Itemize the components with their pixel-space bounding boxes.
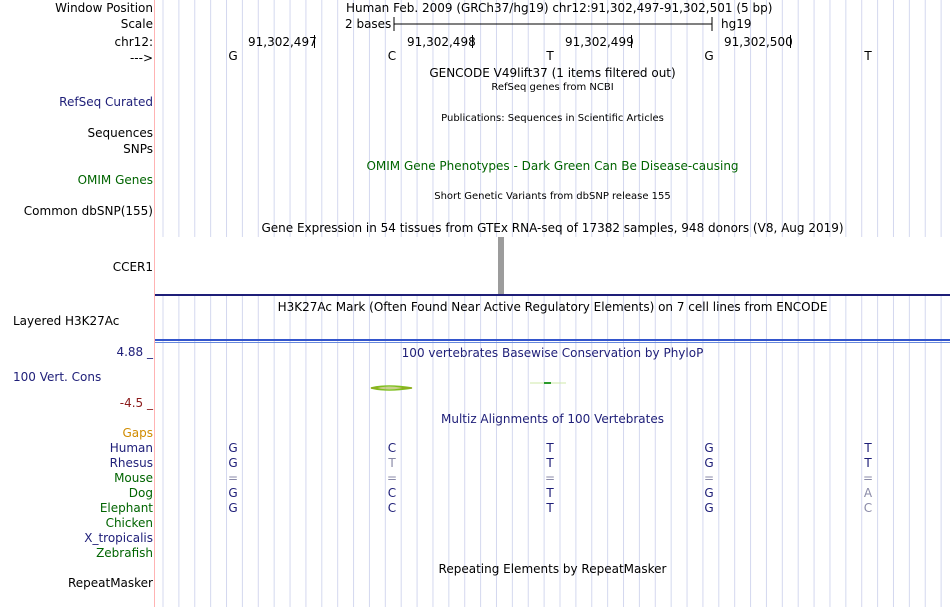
position-tick-1: 91,302,497 [248, 35, 317, 49]
gencode-track-title[interactable]: GENCODE V49lift37 (1 items filtered out) [429, 66, 676, 80]
alignment-base: A [863, 486, 873, 500]
alignment-base: G [228, 441, 238, 455]
window-position-value[interactable]: Human Feb. 2009 (GRCh37/hg19) chr12:91,302,497-91,302,501 (5 bp) [346, 1, 773, 15]
species-label[interactable]: Elephant [99, 501, 153, 515]
omim-track-label[interactable]: OMIM Genes [77, 173, 153, 187]
sequences-track-title[interactable]: Publications: Sequences in Scientific Articles [441, 113, 664, 124]
position-tick-marks [155, 34, 950, 50]
phylop-min-label: -4.5 _ [119, 396, 153, 410]
species-label[interactable]: Mouse [114, 471, 153, 485]
scale-label: Scale [120, 17, 153, 31]
ref-base: G [228, 49, 238, 63]
species-label[interactable]: Zebrafish [96, 546, 153, 560]
alignment-base: T [546, 441, 554, 455]
ref-base: T [546, 49, 554, 63]
scale-left-text: 2 bases [345, 17, 392, 31]
gtex-expression-bar[interactable] [498, 237, 504, 294]
repeatmasker-track-title[interactable]: Repeating Elements by RepeatMasker [438, 562, 667, 576]
gtex-track-area[interactable] [155, 237, 950, 294]
chrom-label: chr12: [114, 35, 153, 49]
alignment-base: = [544, 471, 556, 485]
phylop-conservation-graph[interactable] [155, 360, 950, 410]
refseq-track-label[interactable]: RefSeq Curated [59, 95, 153, 109]
alignment-base: T [864, 441, 872, 455]
phylop-max-label: 4.88 _ [116, 345, 153, 359]
position-tick-3: 91,302,499 [565, 35, 634, 49]
alignment-base: T [864, 456, 872, 470]
species-label[interactable]: Chicken [105, 516, 153, 530]
alignment-base: T [546, 456, 554, 470]
h3k27ac-track-label[interactable]: Layered H3K27Ac [13, 314, 120, 328]
omim-track-title[interactable]: OMIM Gene Phenotypes - Dark Green Can Be Disease-causing [366, 159, 739, 173]
position-tick-2: 91,302,498 [407, 35, 476, 49]
dbsnp-track-title[interactable]: Short Genetic Variants from dbSNP release 155 [434, 191, 671, 202]
repeatmasker-track-label[interactable]: RepeatMasker [67, 576, 153, 590]
strand-label: ---> [129, 51, 153, 65]
species-label[interactable]: Rhesus [109, 456, 153, 470]
alignment-base: = [227, 471, 239, 485]
scale-right-text: hg19 [721, 17, 752, 31]
gaps-label: Gaps [122, 426, 153, 440]
alignment-base: G [704, 441, 714, 455]
alignment-base: C [387, 486, 397, 500]
alignment-base: T [546, 486, 554, 500]
sequences-track-label[interactable]: Sequences [87, 126, 153, 140]
window-position-label: Window Position [55, 1, 153, 15]
alignment-base: = [703, 471, 715, 485]
alignment-base: T [546, 501, 554, 515]
snps-track-label[interactable]: SNPs [123, 142, 153, 156]
alignment-base: G [704, 456, 714, 470]
phylop-track-title[interactable]: 100 vertebrates Basewise Conservation by PhyloP [401, 346, 704, 360]
refseq-track-title[interactable]: RefSeq genes from NCBI [491, 82, 614, 93]
ref-base: G [704, 49, 714, 63]
h3k27ac-signal-line [155, 342, 950, 343]
alignment-base: C [387, 441, 397, 455]
alignment-base: G [228, 486, 238, 500]
alignment-base: C [387, 501, 397, 515]
species-label[interactable]: Dog [128, 486, 153, 500]
alignment-base: G [228, 501, 238, 515]
alignment-base: = [386, 471, 398, 485]
alignment-base: C [863, 501, 873, 515]
phylop-track-label[interactable]: 100 Vert. Cons [13, 370, 102, 384]
alignment-base: G [228, 456, 238, 470]
ref-base: C [387, 49, 397, 63]
position-tick-4: 91,302,500 [724, 35, 793, 49]
alignment-base: T [388, 456, 396, 470]
h3k27ac-signal-line [155, 339, 950, 341]
h3k27ac-track-title[interactable]: H3K27Ac Mark (Often Found Near Active Regulatory Elements) on 7 cell lines from ENCODE [277, 300, 828, 314]
alignment-base: = [862, 471, 874, 485]
scale-bar [392, 16, 714, 32]
species-label[interactable]: X_tropicalis [84, 531, 153, 545]
species-label[interactable]: Human [109, 441, 153, 455]
gtex-track-baseline [155, 294, 950, 296]
dbsnp-track-label[interactable]: Common dbSNP(155) [23, 204, 153, 218]
alignment-base: G [704, 486, 714, 500]
gtex-track-title[interactable]: Gene Expression in 54 tissues from GTEx RNA-seq of 17382 samples, 948 donors (V8, Aug 2019) [261, 221, 844, 235]
ref-base: T [864, 49, 872, 63]
gtex-gene-label[interactable]: CCER1 [112, 260, 153, 274]
multiz-track-title[interactable]: Multiz Alignments of 100 Vertebrates [440, 412, 665, 426]
alignment-base: G [704, 501, 714, 515]
